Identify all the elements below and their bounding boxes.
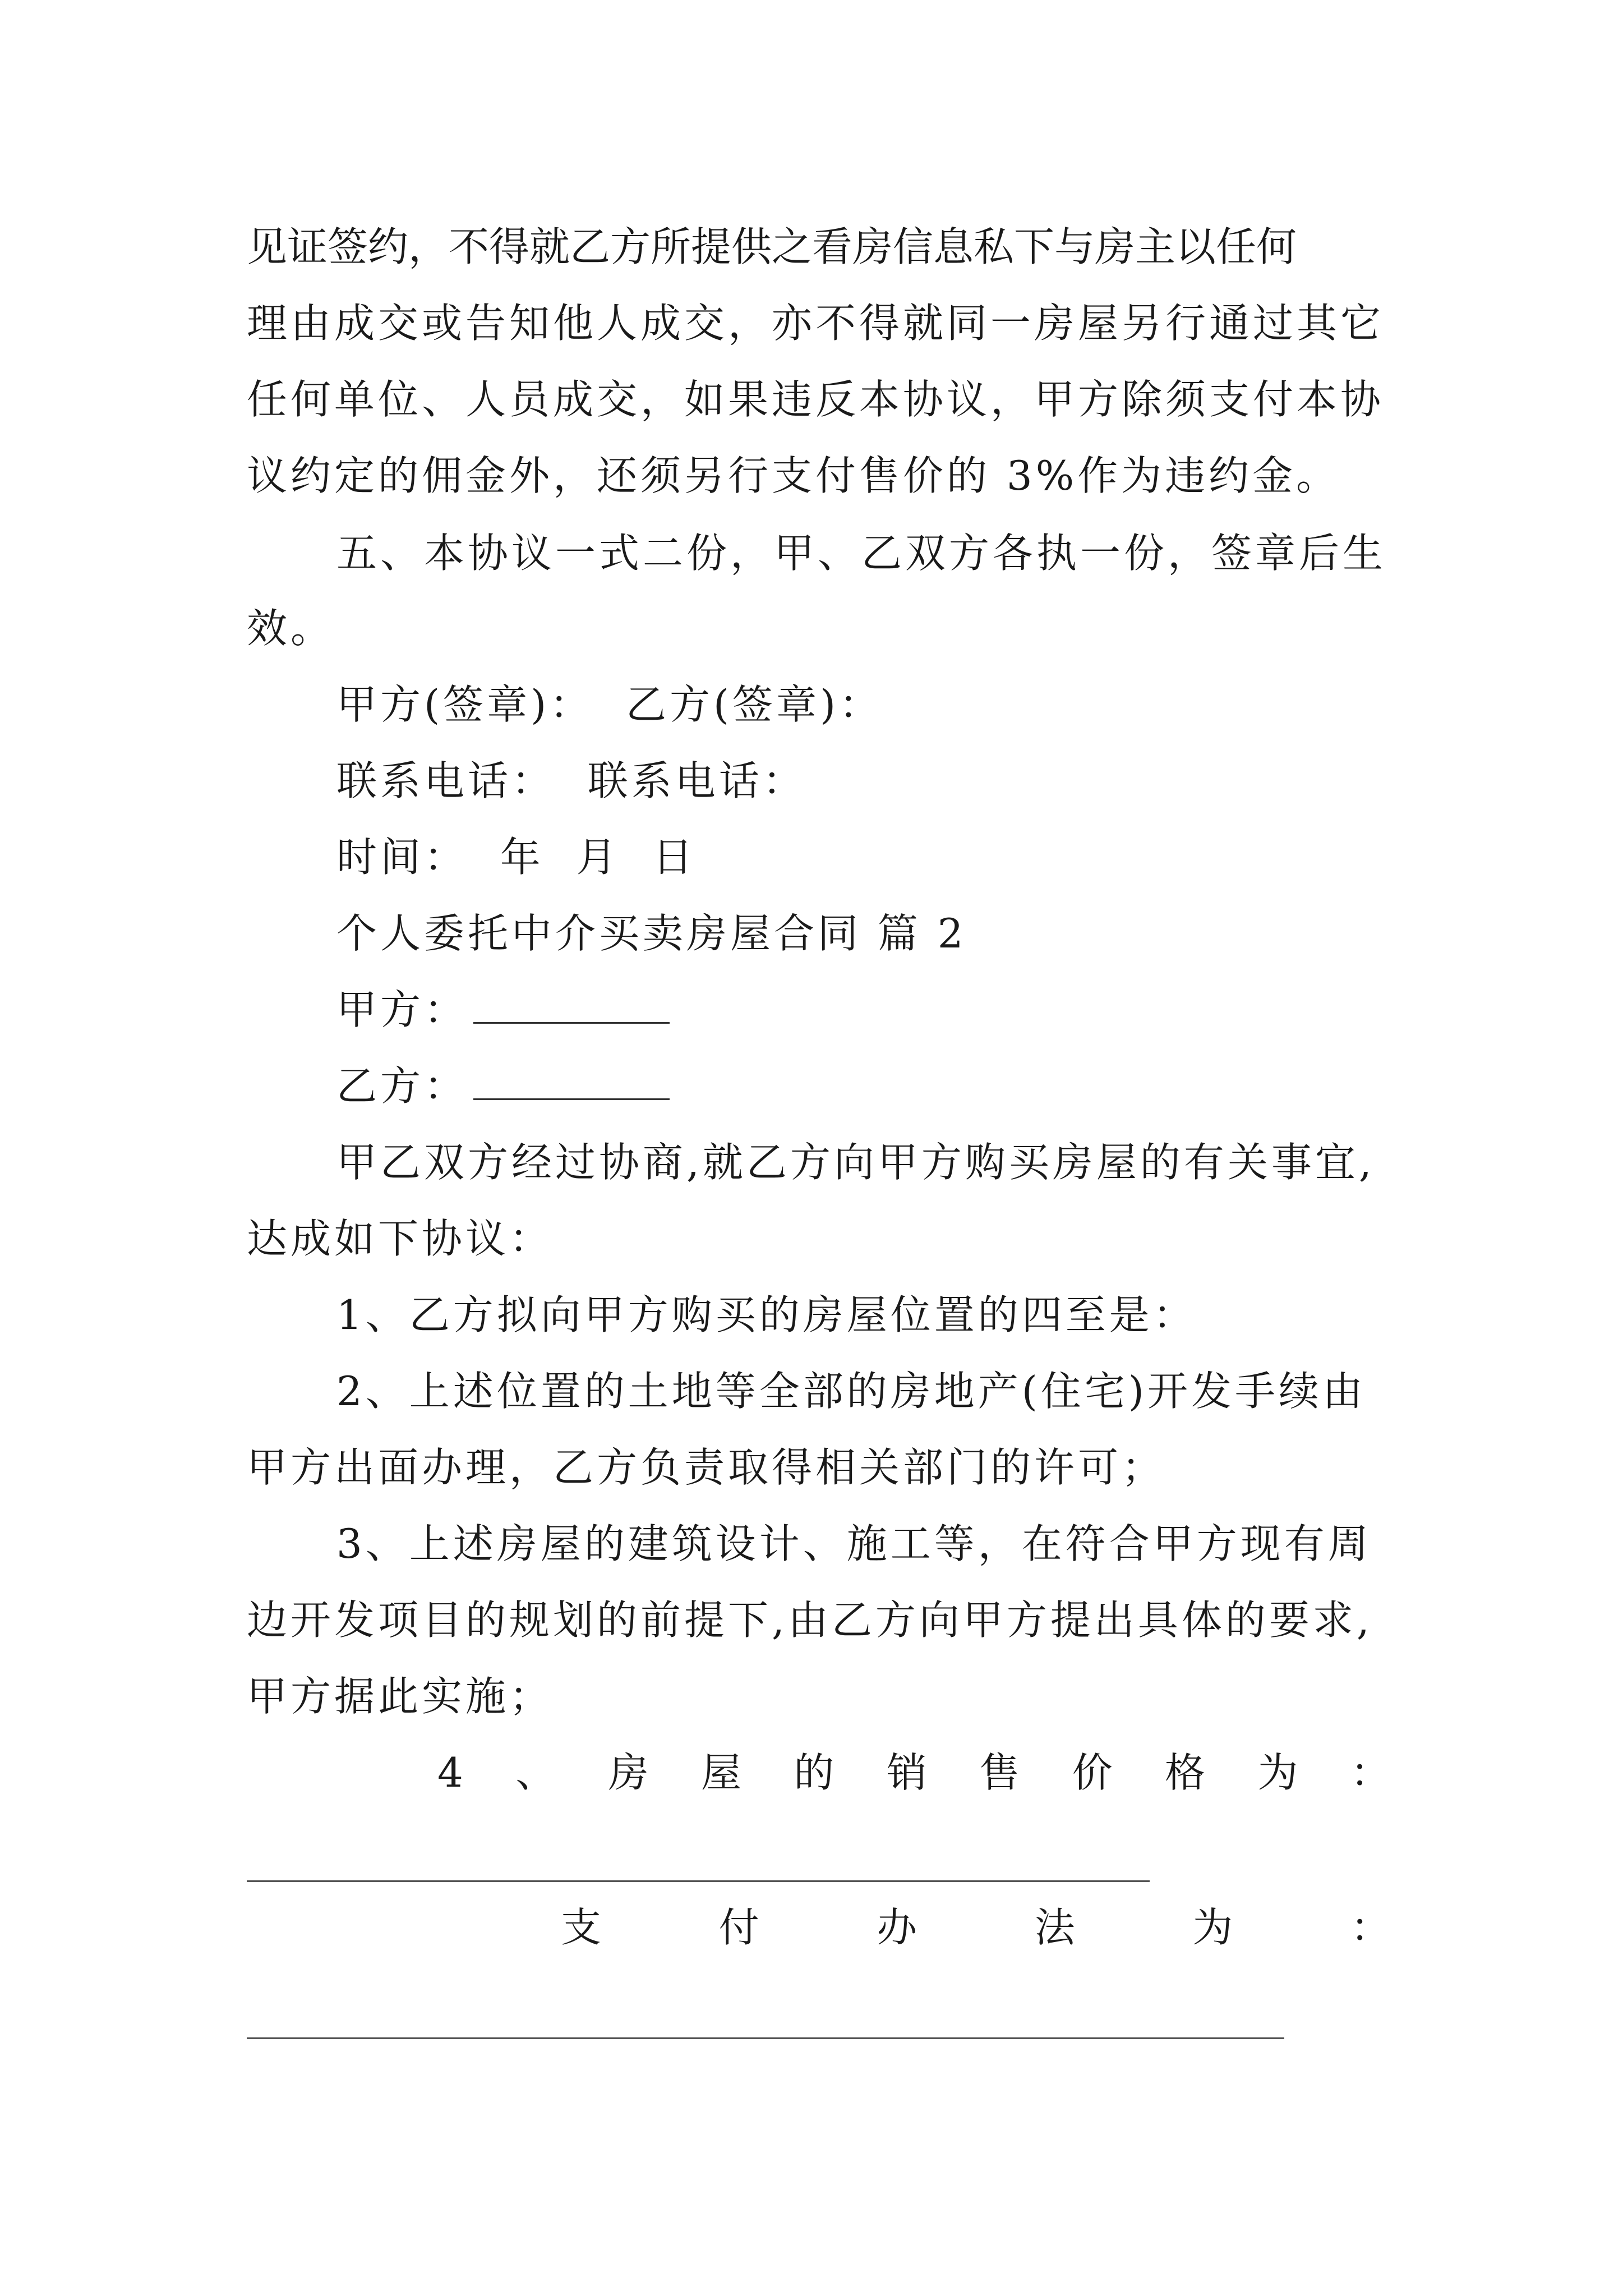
text-line: 甲方出面办理，乙方负责取得相关部门的许可； (247, 1444, 1166, 1491)
payment-char: ： (1350, 1904, 1391, 1951)
clause-two (336, 1364, 1391, 1418)
text-line: 五、本协议一式二份，甲、乙双方各执一份，签章后生 (336, 530, 1387, 577)
paragraph-line (247, 449, 1391, 503)
paragraph-line (247, 220, 1391, 274)
clause-one (336, 1288, 1391, 1342)
text-line: 达成如下协议： (247, 1215, 554, 1262)
text-line: 议约定的佣金外，还须另行支付售价的 3%作为违约金。 (247, 452, 1340, 499)
price-char: 4 (437, 1749, 463, 1796)
payment-char: 付 (718, 1904, 759, 1951)
payment-method-line (561, 1901, 1391, 1954)
price-char: 格 (1165, 1749, 1206, 1796)
text-line: 边开发项目的规划的前提下,由乙方向甲方提出具体的要求, (247, 1596, 1373, 1644)
party-b-label: 乙方： (336, 1062, 468, 1110)
date-line (336, 830, 1391, 884)
price-char: ： (1350, 1749, 1391, 1796)
price-char: 屋 (701, 1749, 742, 1796)
paragraph-line (247, 601, 1391, 655)
payment-char: 为 (1192, 1904, 1233, 1951)
payment-char: 法 (1034, 1904, 1075, 1951)
clause-three (336, 1517, 1391, 1571)
price-char: 、 (515, 1749, 556, 1796)
phone-labels: 联系电话： 联系电话： (336, 757, 806, 804)
phone-line (336, 754, 1391, 808)
price-blank-line (247, 1880, 1150, 1882)
party-b-line (336, 1059, 1391, 1113)
clause-four-price (437, 1746, 1391, 1800)
price-char: 为 (1257, 1749, 1298, 1796)
section-title (336, 907, 1391, 960)
text-line: 任何单位、人员成交，如果违反本协议，甲方除须支付本协 (247, 376, 1385, 423)
paragraph-line (247, 296, 1391, 350)
text-line: 1、乙方拟向甲方购买的房屋位置的四至是： (336, 1291, 1197, 1338)
paragraph-line (247, 372, 1391, 426)
price-char: 销 (886, 1749, 927, 1796)
party-b-blank (473, 1065, 670, 1100)
payment-char: 支 (561, 1904, 602, 1951)
text-line: 2、上述位置的土地等全部的房地产(住宅)开发手续由 (336, 1368, 1366, 1415)
price-char: 房 (608, 1749, 649, 1796)
text-line: 见证签约，不得就乙方所提供之看房信息私下与房主以任何 (247, 223, 1297, 270)
party-a-blank (473, 988, 670, 1024)
paragraph-line (336, 1135, 1391, 1189)
text-line: 效。 (247, 605, 335, 652)
party-a-label: 甲方： (336, 986, 468, 1033)
text-line: 理由成交或告知他人成交，亦不得就同一房屋另行通过其它 (247, 300, 1385, 347)
paragraph-line (247, 1441, 1391, 1494)
price-char: 价 (1072, 1749, 1113, 1796)
party-a-line (336, 983, 1391, 1037)
text-line: 甲乙双方经过协商,就乙方向甲方购买房屋的有关事宜, (336, 1139, 1375, 1186)
text-line: 甲方据此实施； (247, 1673, 554, 1720)
paragraph-line (247, 1593, 1391, 1647)
price-char: 的 (794, 1749, 834, 1796)
price-char: 售 (979, 1749, 1020, 1796)
paragraph-line (247, 1212, 1391, 1266)
paragraph-line (247, 1669, 1391, 1723)
clause-five (336, 526, 1391, 580)
text-line: 3、上述房屋的建筑设计、施工等，在符合甲方现有周 (336, 1520, 1372, 1567)
payment-char: 办 (877, 1904, 917, 1951)
signature-labels: 甲方(签章)： 乙方(签章)： (336, 681, 883, 728)
date-labels: 时间： 年 月 日 (336, 834, 697, 881)
signature-line (336, 678, 1391, 731)
contract-title: 个人委托中介买卖房屋合同 篇 2 (336, 910, 967, 957)
payment-blank-line (247, 2037, 1284, 2039)
